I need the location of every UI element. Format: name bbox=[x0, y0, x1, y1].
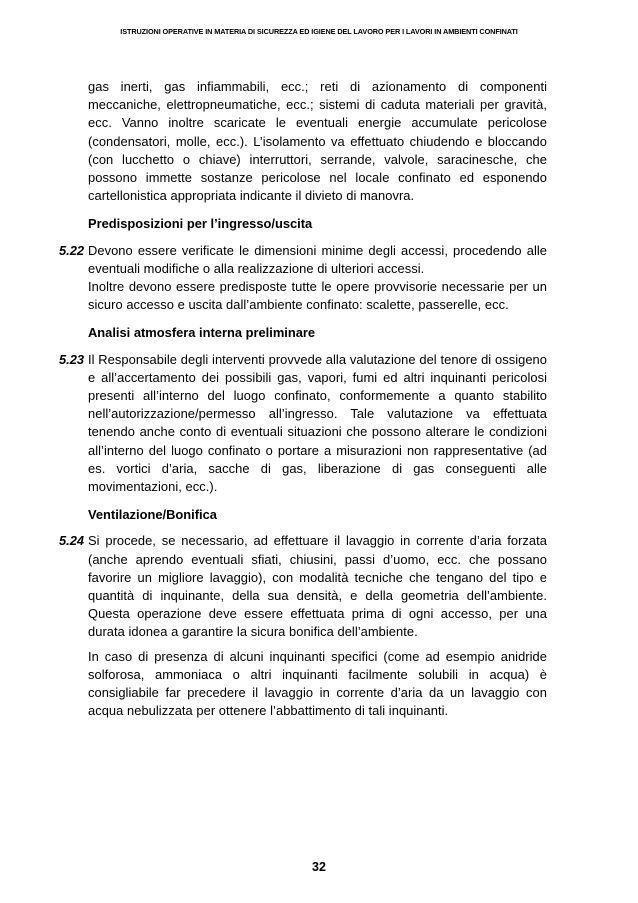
document-body bbox=[59, 78, 547, 721]
section-number: 5.22 bbox=[59, 242, 85, 258]
section-5-22 bbox=[59, 242, 547, 315]
section-5-23 bbox=[59, 351, 547, 497]
running-header: ISTRUZIONI OPERATIVE IN MATERIA DI SICUREZZA ED IGIENE DEL LAVORO PER I LAVORI IN AMBIENTI CONFINATI bbox=[120, 27, 518, 36]
section-number: 5.23 bbox=[59, 351, 85, 367]
paragraph: Inoltre devono essere predisposte tutte le opere provvisorie necessarie per un sicuro accesso e uscita dall’ambiente confinato: scalette, passerelle, ecc. bbox=[88, 279, 547, 313]
section-heading-ingresso: Predisposizioni per l’ingresso/uscita bbox=[88, 216, 313, 232]
section-5-24 bbox=[59, 532, 547, 720]
paragraph: Il Responsabile degli interventi provvede alla valutazione del tenore di ossigeno e all’accertamento dei possibili gas, vapori, fumi ed altri inquinanti pericolosi presenti all’interno del luogo confinato, conformemente a quanto stabilito nell’autorizzazione/permesso all’ingresso. Tale valutazione va effettuata tenendo anche conto di eventuali situazioni che possono alterare le condizioni all’interno del luogo confinato o portare a misurazioni non rappresentative (ad es. vortici d’aria, sacche di gas, liberazione di gas conseguenti alle movimentazioni, ecc.). bbox=[88, 351, 547, 495]
section-heading-analisi: Analisi atmosfera interna preliminare bbox=[88, 325, 316, 341]
intro-paragraph: gas inerti, gas infiammabili, ecc.; reti di azionamento di componenti meccaniche, elettropneumatiche, ecc.; sistemi di caduta materiali per gravità, ecc. Vanno inoltre scaricate le eventuali energie accumulate pericolose (condensatori, molle, ecc.). L’isolamento va effettuato chiudendo e bloccando (con lucchetto o chiave) interruttori, serrande, valvole, saracinesche, che possono immette sostanze pericolose nel locale confinato ed esponendo cartellonistica appropriata indicante il divieto di manovra. bbox=[88, 79, 547, 204]
section-number: 5.24 bbox=[59, 533, 85, 549]
paragraph: In caso di presenza di alcuni inquinanti specifici (come ad esempio anidride solforosa, ammoniaca o altri inquinanti facilmente solubili in acqua) è consigliabile far precedere il lavaggio in corrente d’aria da un lavaggio con acqua nebulizzata per ottenere l’abbattimento di tali inquinanti. bbox=[88, 648, 547, 719]
paragraph: Devono essere verificate le dimensioni minime degli accessi, procedendo alle eventuali modifiche o alla realizzazione di ulteriori accessi. bbox=[88, 242, 547, 276]
section-heading-ventilazione: Ventilazione/Bonifica bbox=[88, 507, 217, 523]
paragraph: Si procede, se necessario, ad effettuare il lavaggio in corrente d’aria forzata (anche aprendo eventuali sfiati, chiusini, passi d’uomo, ecc. che possano favorire un migliore lavaggio), con modalità tecniche che tengano del tipo e quantità di inquinante, della sua densità, e della geometria dell’ambiente. Questa operazione deve essere effettuata prima di ogni accesso, per una durata idonea a garantire la sicura bonifica dell’ambiente. bbox=[88, 533, 547, 640]
page-number: 32 bbox=[312, 860, 326, 874]
